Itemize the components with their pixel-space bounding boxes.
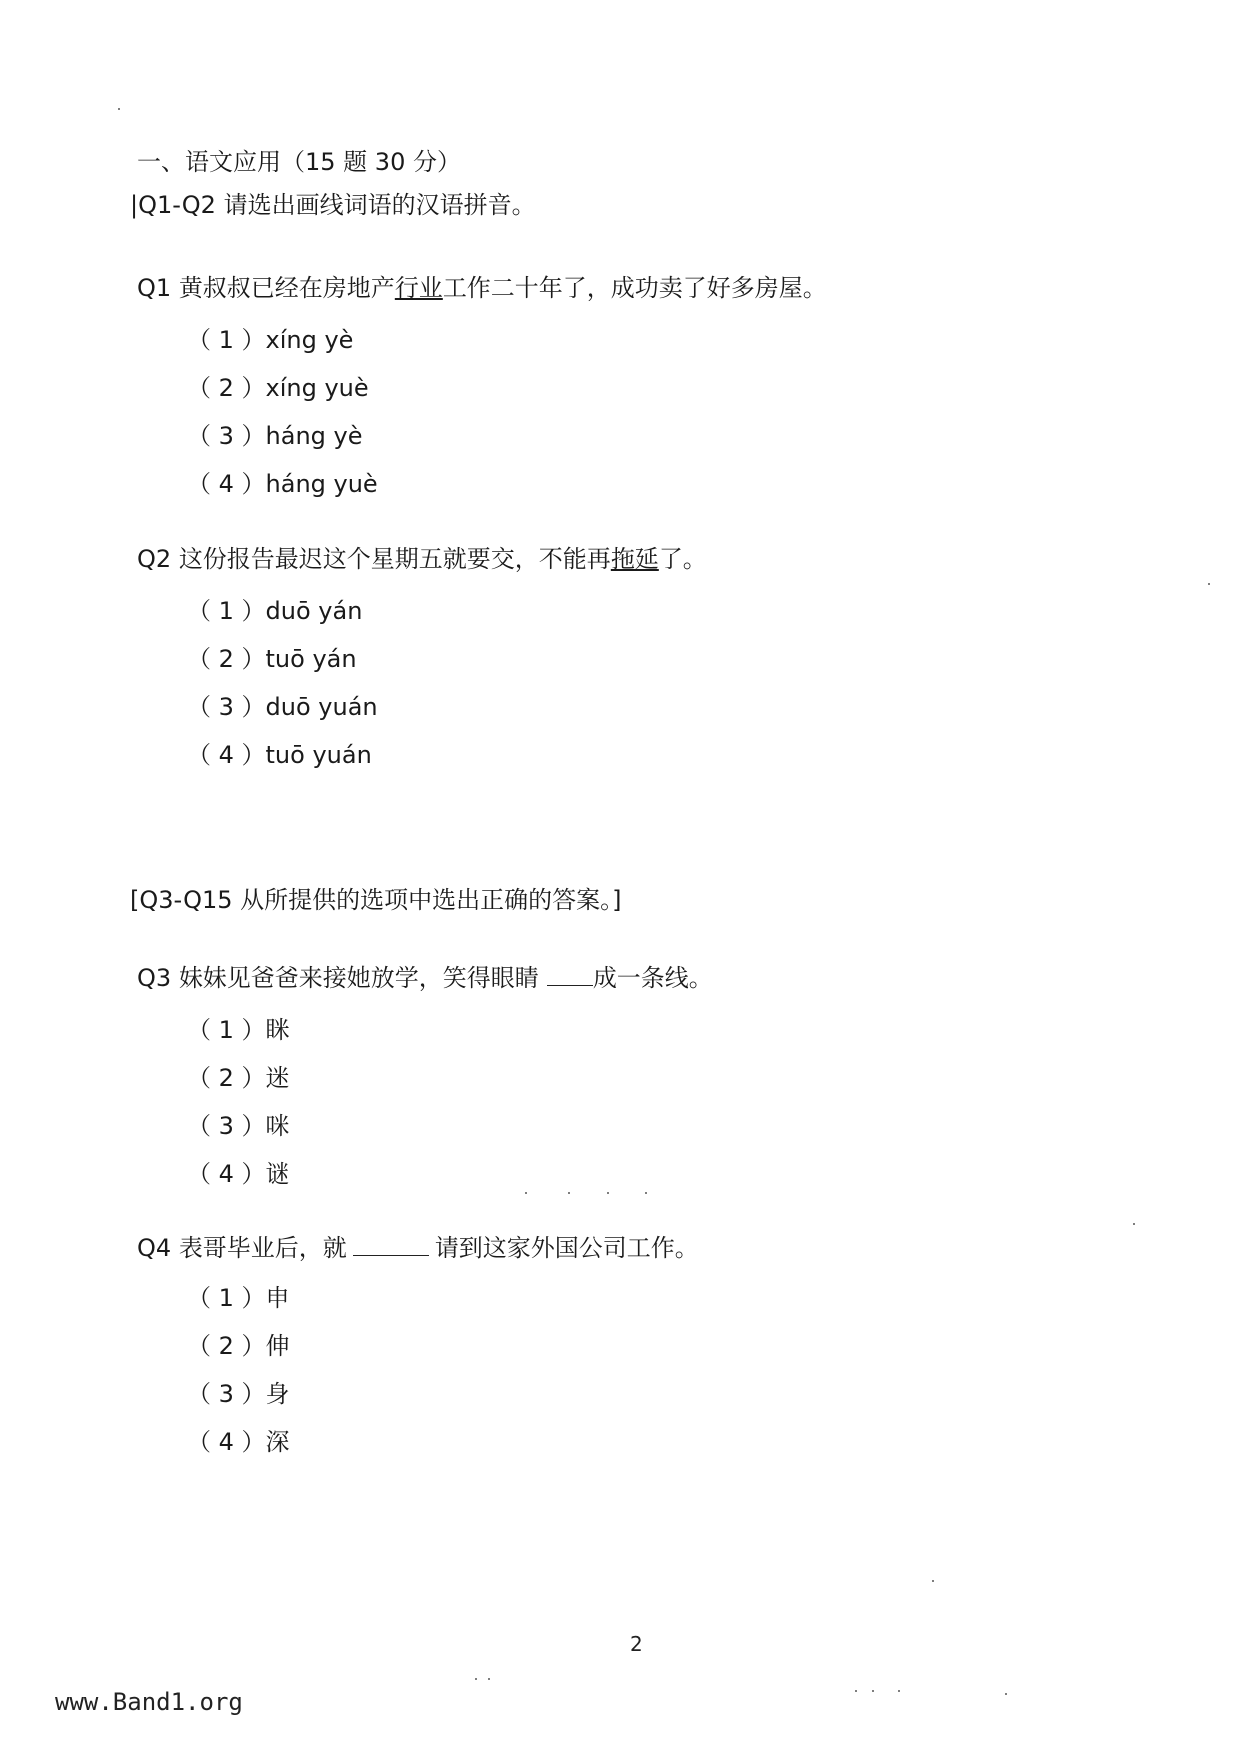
option[interactable]: （ 2 ）xíng yuè <box>187 374 369 402</box>
answer-blank[interactable] <box>353 1233 429 1256</box>
question-number: Q3 <box>137 964 172 992</box>
scan-speck <box>607 1192 609 1194</box>
underlined-word: 拖延 <box>610 545 659 573</box>
question-text-before: 表哥毕业后，就 <box>178 1234 347 1262</box>
scan-speck <box>1005 1693 1007 1695</box>
question-number: Q1 <box>137 274 172 302</box>
instruction-q3-q15: [Q3-Q15 从所提供的选项中选出正确的答案。] <box>130 886 622 914</box>
question-text-after: 成一条线。 <box>592 964 713 992</box>
underlined-word: 行业 <box>394 274 443 302</box>
scan-speck <box>855 1690 857 1692</box>
scan-speck <box>872 1690 874 1692</box>
question-text-after: 工作二十年了，成功卖了好多房屋。 <box>442 274 827 302</box>
question-q4 <box>137 1233 699 1263</box>
scan-speck <box>488 1678 490 1680</box>
question-number: Q2 <box>137 545 172 573</box>
section-title: 一、语文应用（15 题 30 分） <box>137 148 461 176</box>
option[interactable]: （ 4 ）谜 <box>187 1160 290 1188</box>
question-q2 <box>137 544 707 574</box>
scan-speck <box>525 1192 527 1194</box>
scan-speck <box>1208 583 1210 585</box>
instruction-q1-q2: |Q1-Q2 请选出画线词语的汉语拼音。 <box>130 191 536 219</box>
answer-blank[interactable] <box>547 963 593 986</box>
option[interactable]: （ 1 ）xíng yè <box>187 326 354 354</box>
scan-speck <box>645 1192 647 1194</box>
page-number: 2 <box>630 1632 643 1656</box>
scan-speck <box>932 1580 934 1582</box>
option[interactable]: （ 3 ）咪 <box>187 1112 290 1140</box>
option[interactable]: （ 2 ）tuō yán <box>187 645 357 673</box>
question-text-before: 黄叔叔已经在房地产 <box>178 274 395 302</box>
option[interactable]: （ 3 ）身 <box>187 1380 290 1408</box>
question-q1 <box>137 273 827 303</box>
question-text-after: 请到这家外国公司工作。 <box>434 1234 699 1262</box>
question-text-before: 妹妹见爸爸来接她放学，笑得眼睛 <box>178 964 539 992</box>
option[interactable]: （ 3 ）háng yè <box>187 422 363 450</box>
option[interactable]: （ 1 ）眯 <box>187 1016 290 1044</box>
scan-speck <box>1133 1223 1135 1225</box>
scan-speck <box>475 1678 477 1680</box>
option[interactable]: （ 4 ）tuō yuán <box>187 741 372 769</box>
option[interactable]: （ 3 ）duō yuán <box>187 693 378 721</box>
question-number: Q4 <box>137 1234 172 1262</box>
scan-speck <box>118 108 120 110</box>
option[interactable]: （ 4 ）háng yuè <box>187 470 378 498</box>
scan-speck <box>898 1690 900 1692</box>
option[interactable]: （ 1 ）申 <box>187 1284 290 1312</box>
footer-url: www.Band1.org <box>55 1688 243 1716</box>
option[interactable]: （ 4 ）深 <box>187 1428 290 1456</box>
option[interactable]: （ 2 ）迷 <box>187 1064 290 1092</box>
option[interactable]: （ 2 ）伸 <box>187 1332 290 1360</box>
option[interactable]: （ 1 ）duō yán <box>187 597 363 625</box>
question-text-after: 了。 <box>658 545 707 573</box>
question-text-before: 这份报告最迟这个星期五就要交，不能再 <box>178 545 611 573</box>
scan-speck <box>568 1192 570 1194</box>
question-q3 <box>137 963 713 993</box>
